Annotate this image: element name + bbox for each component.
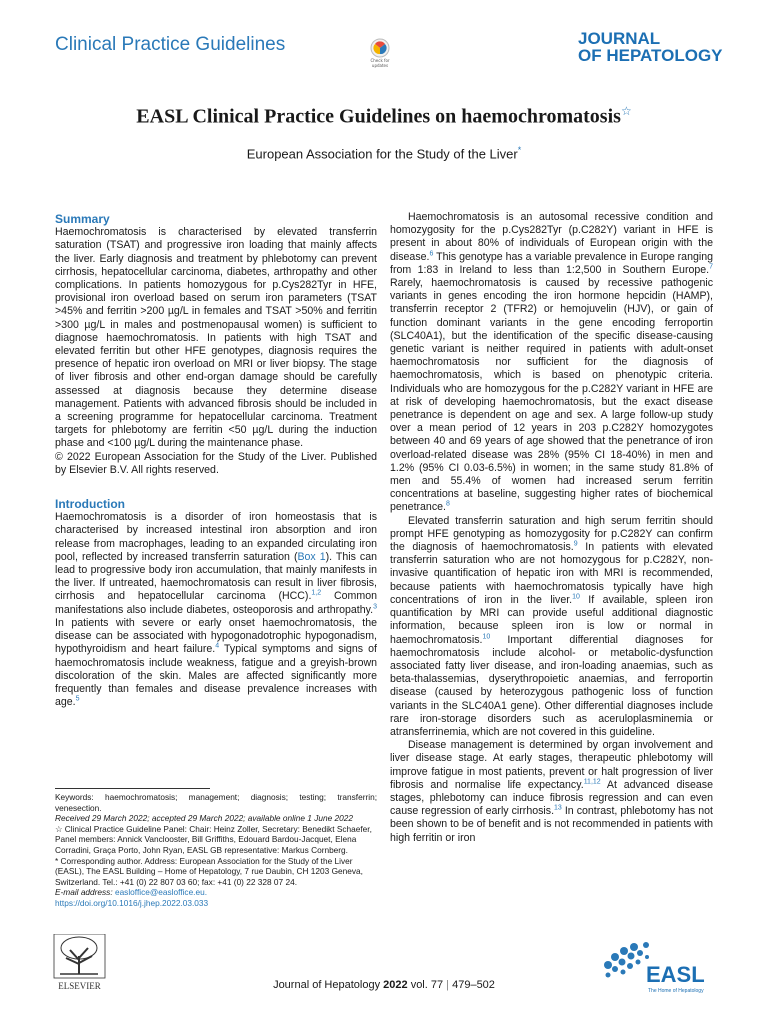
section-label: Clinical Practice Guidelines: [55, 34, 286, 55]
right-paragraph-1: [390, 211, 713, 515]
journal-logo-line1: JOURNAL: [578, 29, 661, 48]
article-title: [0, 104, 768, 129]
easl-logo: [602, 935, 717, 1000]
doi-link[interactable]: https://doi.org/10.1016/j.jhep.2022.03.033: [55, 897, 209, 908]
right-paragraph-2: [390, 515, 713, 739]
email-link[interactable]: easloffice@easloffice.eu.: [114, 887, 208, 898]
intro-text-c: Common manifestations also include diabetes, osteoporosis and arthropathy.: [55, 590, 377, 616]
svg-text:updates: updates: [371, 63, 389, 68]
footer-journal: Journal of Hepatology: [273, 979, 381, 991]
right-paragraph-3: [390, 739, 713, 845]
copyright-text: © 2022 European Association for the Study of the Liver. Published by Elsevier B.V. All rights reserved.: [55, 450, 377, 476]
citation-link[interactable]: 5: [75, 695, 80, 703]
author-name: European Association for the Study of the Liver: [246, 146, 518, 162]
journal-logo: [578, 30, 723, 64]
right-column: [390, 211, 713, 845]
intro-text-b: ). This can lead to progressive body iron accumulation, that mainly manifests in the liver. If untreated, haemochromatosis can result in liver fibrosis, cirrhosis and hepatocellular carcinoma (HCC).: [55, 550, 377, 603]
citation-link[interactable]: 4: [215, 642, 220, 650]
right-text: At advanced disease stages, phlebotomy can induce fibrosis regression and can even cause regression of early cirrhosis.: [390, 778, 713, 818]
footer-year: 2022: [383, 979, 408, 991]
citation-link[interactable]: 7: [709, 263, 713, 271]
summary-text: Haemochromatosis is characterised by elevated transferrin saturation (TSAT) and progressive iron loading that mainly affects the liver. Early diagnosis and treatment by phlebotomy can prevent cirrhosis, hepatocellular carcinoma, diabetes, arthropathy and other complications. In patients homozygous for p.Cys282Tyr in HFE, provisional iron overload based on serum iron parameters (TSAT >45% and ferritin >200 µg/L in females and TSAT >50% and ferritin >300 µg/L in males and postmenopausal women) is sufficient to diagnose haemochromatosis. In patients with high TSAT and elevated ferritin but other HFE genotypes, diagnosis requires the presence of hepatic iron overload on MRI or liver biopsy. The stage of liver fibrosis and other end-organ damage should be carefully assessed at diagnosis because they determine disease management. Patients with advanced fibrosis should be included in a screening programme for hepatocellular carcinoma. Treatment targets for phlebotomy are ferritin <50 µg/L during the induction phase and <100 µg/L during the maintenance phase.: [55, 226, 377, 450]
author-footnote-mark[interactable]: *: [517, 145, 522, 155]
box-1-link[interactable]: Box 1: [297, 550, 326, 563]
intro-text-a: Haemochromatosis is a disorder of iron homeostasis that is characterised by increased intestinal iron absorption and iron release from macrophages, leading to an expanded circulating iron pool, reflected by increased transferrin saturation (: [55, 511, 377, 563]
right-text: Elevated transferrin saturation and high serum ferritin should prompt HFE genotyping as homozygosity for p.C282Y can confirm the diagnosis of haemochromatosis.: [390, 514, 713, 554]
email-line: [55, 887, 377, 898]
footnotes: [55, 792, 377, 909]
citation-link[interactable]: 1,2: [311, 589, 322, 597]
panel-note: ☆ Clinical Practice Guideline Panel: Chair: Heinz Zoller, Secretary: Benedikt Schaefer, Panel members: Annick Vanclooster, Bill Griffiths, Edouard Bardou-Jacquet, Elena Corradini, Graça Porto, John Ryan, EASL GB representative: Markus Cornberg.: [55, 823, 372, 855]
introduction-heading: Introduction: [55, 497, 125, 512]
right-text: This genotype has a variable prevalence in Europe ranging from 1:83 in Ireland to less than 1:2,500 in Southern Europe.: [390, 250, 713, 276]
title-footnote-mark[interactable]: ☆: [620, 104, 632, 118]
right-text: Haemochromatosis is an autosomal recessive condition and homozygosity for the p.Cys282Tyr (p.C282Y) variant in HFE is present in about 80% of individuals of European origin with the disease.: [390, 211, 713, 263]
right-text: Disease management is determined by organ involvement and liver disease stage. At early stages, therapeutic phlebotomy will improve fatigue in most patients, prevent or halt progression of liver fibrosis and normalise life expectancy.: [390, 739, 713, 791]
intro-text-d: In patients with severe or early onset haemochromatosis, the disease can be associated with hypogonadotrophic hypogonadism, hypothyroidism and heart failure.: [55, 616, 377, 656]
check-for-updates-badge[interactable]: [366, 37, 394, 71]
society-tagline: The Home of Hepatology: [648, 988, 704, 994]
citation-link[interactable]: 6: [429, 250, 434, 258]
citation-link[interactable]: 10: [572, 593, 580, 601]
article-author: [0, 145, 768, 161]
article-title-text: EASL Clinical Practice Guidelines on haemochromatosis: [136, 105, 621, 128]
introduction-paragraph: [55, 511, 377, 709]
citation-link[interactable]: 9: [573, 540, 578, 548]
svg-text:Check for: Check for: [370, 58, 390, 63]
right-text: If available, spleen iron quantification by MRI can provide useful additional diagnostic information, because spleen iron is low or normal in haemochromatosis.: [390, 593, 713, 646]
citation-link[interactable]: 8: [445, 500, 450, 508]
journal-logo-line2: OF HEPATOLOGY: [578, 46, 723, 65]
received-dates: Received 29 March 2022; accepted 29 March 2022; available online 1 June 2022: [55, 813, 353, 824]
email-label: E-mail address:: [55, 887, 113, 898]
right-text: Important differential diagnoses for haemochromatosis include alcohol- or metabolic-dysfunction associated fatty liver disease, and iron-loading anaemias, such as beta-thalassemias, dyserythropoietic anaemias, and ferroportin disease (caused by heterozygous pathogenic loss of function variants in the SLC40A1 gene). Other differential diagnoses include rare iron-storage disorders such as aceruloplasminemia or atransferrinemia, which are not covered in this guideline.: [390, 633, 713, 738]
footer-volume: vol. 77: [410, 979, 444, 991]
footer-pages: 479–502: [452, 979, 495, 991]
left-column: [55, 213, 377, 709]
right-text: In patients with elevated transferrin saturation who are not homozygous for p.C282Y, non-invasive quantification of hepatic iron with MRI is recommended, because patients with haemochromatosis typically have high concentrations of iron in the liver.: [390, 541, 714, 606]
society-name: EASL: [646, 962, 705, 987]
publisher-name: ELSEVIER: [58, 981, 101, 991]
citation-link[interactable]: 11,12: [583, 778, 601, 786]
right-text: In contrast, phlebotomy has not been shown to be of benefit and is not recommended in patients with high ferritin or iron: [390, 805, 713, 844]
intro-text-e: Typical symptoms and signs of haemochromatosis include weakness, fatigue and a greyish-brown discoloration of the skin. Males are affected significantly more frequently than females and disease prevalence increases with age.: [55, 643, 377, 709]
citation-link[interactable]: 3: [373, 603, 377, 611]
correspondence-note: * Corresponding author. Address: European Association for the Study of the Liver (EASL), The EASL Building – Home of Hepatology, 7 rue Daubin, CH 1203 Geneva, Switzerland. Tel.: +41 (0) 22 807 03 60; fax: +41 (0) 22 328 07 24.: [55, 855, 363, 887]
citation-link[interactable]: 10: [482, 632, 491, 640]
keywords: Keywords: haemochromatosis; management; diagnosis; testing; transferrin; venesection.: [55, 792, 377, 813]
right-text: Rarely, haemochromatosis is caused by recessive pathogenic variants in genes encoding the iron hormone hepcidin (HAMP), transferrin receptor 2 (TFR2) or hemojuvelin (HJV), or gain of function dominant variants in the gene encoding ferroportin (SLC40A1), but the identification of the specific disease-causing genetic variant is neither required in patients with adult-onset haemochromatosis nor sufficient for the diagnosis of haemochromatosis, which is based on phenotypic criteria. Individuals who are homozygous for the p.C282Y variant in HFE are at risk of developing haemochromatosis, but the exact disease penetrance is dependent on age and sex. A large follow-up study over a mean period of 12 years in 203 p.C282Y homozygotes between 40 and 69 years of age showed that the penetrance of iron overload-related disease was 28% (95% CI 18-40%) in men and 1.2% (95% CI 0.03-6.5%) in women; in the same study 81.8% of men and 55.4% of women had increased serum ferritin concentrations at baseline, suggesting higher rates of biochemical penetrance.: [390, 277, 713, 514]
footnote-divider: [55, 788, 210, 789]
summary-heading: Summary: [55, 212, 110, 226]
citation-link[interactable]: 13: [554, 804, 562, 812]
page-footer: Journal of Hepatology 2022 vol. 77 | 479–502: [273, 979, 495, 991]
